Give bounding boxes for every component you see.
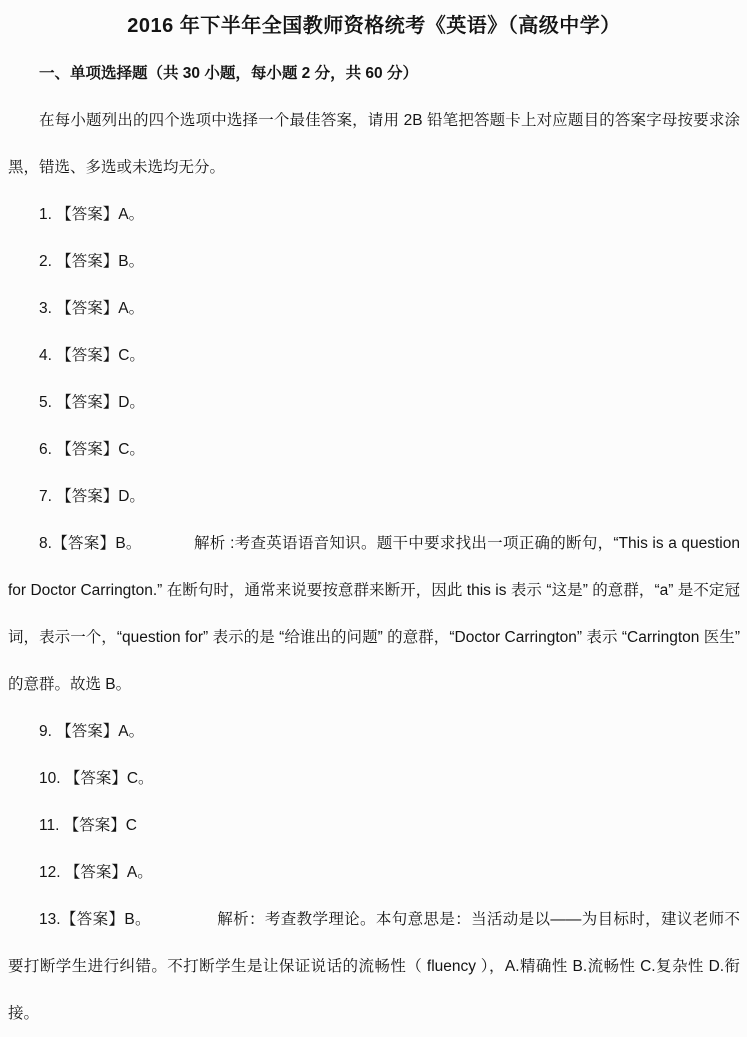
answer-item-11: 11. 【答案】C	[39, 817, 137, 834]
answer-item-12: 12. 【答案】A。	[39, 864, 153, 881]
answer-item-8	[8, 520, 740, 708]
tab-gap	[151, 923, 217, 924]
answer-13-analysis: 解析：考查教学理论。本句意思是：当活动是以——为目标时，建议老师不要打断学生进行纠错。不打断学生是让保证说话的流畅性（ fluency ），A.精确性 B.流畅性 C.复杂性 D.衔接。	[8, 911, 740, 1022]
section-heading: 一、单项选择题（共 30 小题，每小题 2 分，共 60 分）	[39, 65, 418, 82]
answer-8-analysis: 解析 :考查英语语音知识。题干中要求找出一项正确的断句，“This is a question for Doctor Carrington.” 在断句时，通常来说要按意群来断开，因此 this is 表示 “这是” 的意群，“a” 是不定冠词，表示一个，“question for” 表示的是 “给谁出的问题” 的意群，“Doctor Carrington” 表示 “Carrington 医生” 的意群。故选 B。	[8, 535, 740, 693]
answer-8-label: 8.【答案】B。	[39, 535, 142, 552]
document-title: 2016 年下半年全国教师资格统考《英语》（高级中学）	[127, 15, 621, 37]
answer-item-13	[8, 896, 740, 1037]
answer-item-1: 1. 【答案】A。	[39, 206, 145, 223]
tab-gap	[142, 547, 194, 548]
answer-item-4: 4. 【答案】C。	[39, 347, 145, 364]
answer-item-5: 5. 【答案】D。	[39, 394, 145, 411]
answer-item-9: 9. 【答案】A。	[39, 723, 145, 740]
answer-item-7: 7. 【答案】D。	[39, 488, 145, 505]
instructions-paragraph: 在每小题列出的四个选项中选择一个最佳答案，请用 2B 铅笔把答题卡上对应题目的答案字母按要求涂黑，错选、多选或未选均无分。	[8, 112, 740, 176]
answer-item-6: 6. 【答案】C。	[39, 441, 145, 458]
answer-item-2: 2. 【答案】B。	[39, 253, 145, 270]
answer-item-10: 10. 【答案】C。	[39, 770, 154, 787]
answer-13-label: 13.【答案】B。	[39, 911, 151, 928]
answer-item-3: 3. 【答案】A。	[39, 300, 145, 317]
